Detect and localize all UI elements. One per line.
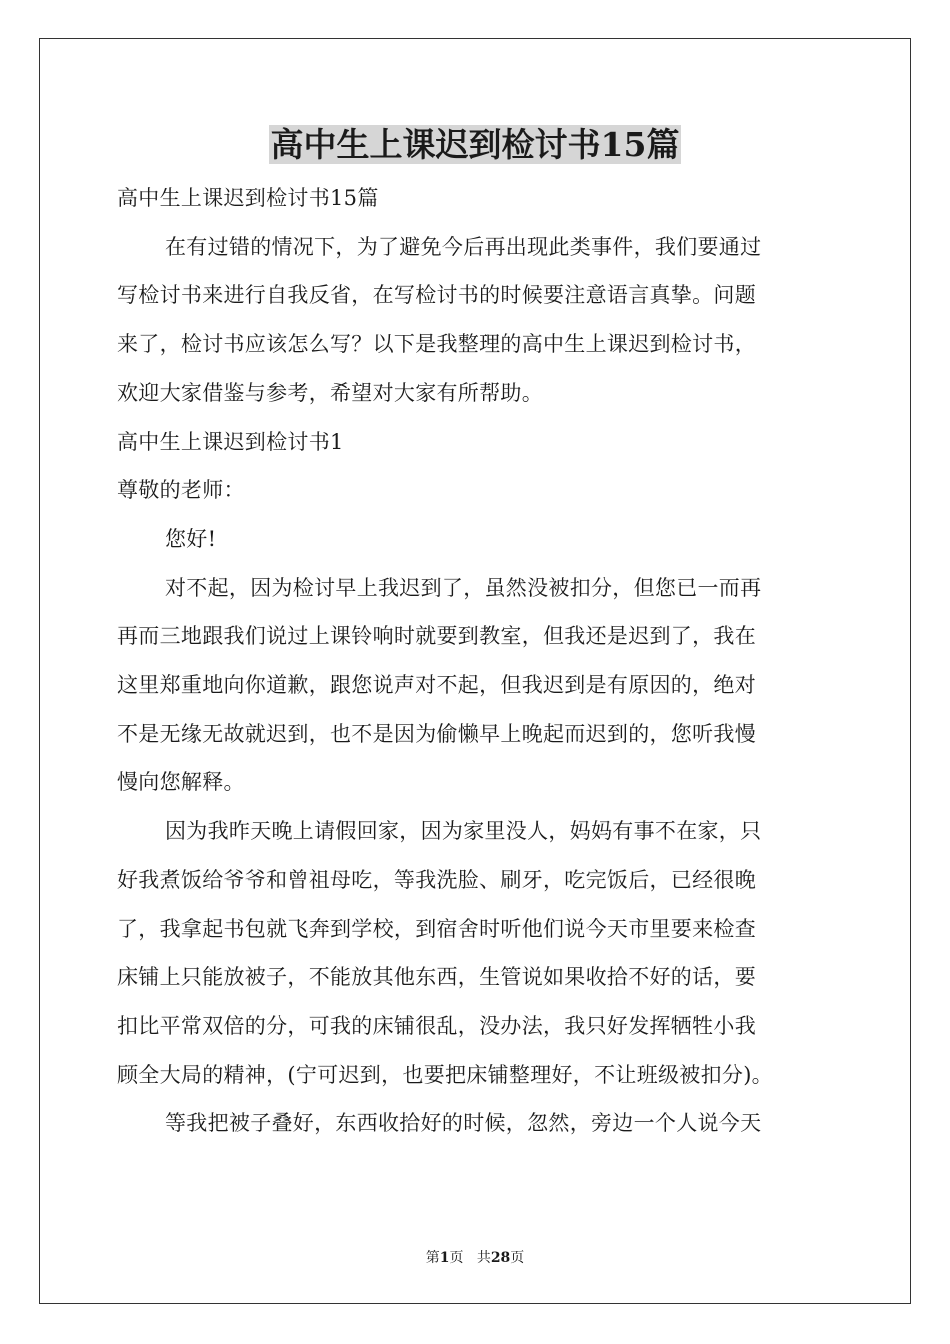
paragraph-line: 这里郑重地向你道歉，跟您说声对不起，但我迟到是有原因的，绝对 bbox=[117, 673, 756, 698]
page-suffix: 页 bbox=[449, 1250, 464, 1266]
document-body bbox=[117, 174, 837, 1148]
paragraph-line: 来了，检讨书应该怎么写？以下是我整理的高中生上课迟到检讨书， bbox=[117, 332, 756, 357]
paragraph-line: 在有过错的情况下，为了避免今后再出现此类事件，我们要通过 bbox=[165, 234, 762, 259]
page-footer bbox=[0, 1248, 950, 1268]
reason-paragraph bbox=[117, 807, 837, 1099]
document-title bbox=[0, 122, 950, 168]
page-number: 1 bbox=[439, 1250, 450, 1266]
continuation-paragraph bbox=[117, 1099, 837, 1148]
greeting-text: 您好! bbox=[165, 526, 217, 551]
greeting bbox=[117, 515, 837, 564]
total-suffix: 页 bbox=[510, 1250, 525, 1266]
paragraph-line: 因为我昨天晚上请假回家，因为家里没人，妈妈有事不在家，只 bbox=[165, 819, 762, 844]
paragraph-line: 扣比平常双倍的分，可我的床铺很乱，没办法，我只好发挥牺牲小我 bbox=[117, 1013, 756, 1038]
paragraph-line: 慢向您解释。 bbox=[117, 770, 245, 795]
page-prefix: 第 bbox=[425, 1250, 440, 1266]
paragraph-line: 对不起，因为检讨早上我迟到了，虽然没被扣分，但您已一而再 bbox=[165, 575, 762, 600]
paragraph-line: 再而三地跟我们说过上课铃响时就要到教室，但我还是迟到了，我在 bbox=[117, 624, 756, 649]
paragraph-line: 了，我拿起书包就飞奔到学校，到宿舍时听他们说今天市里要来检查 bbox=[117, 916, 756, 941]
salutation: 尊敬的老师： bbox=[117, 478, 245, 503]
paragraph-line: 不是无缘无故就迟到，也不是因为偷懒早上晚起而迟到的，您听我慢 bbox=[117, 721, 756, 746]
paragraph-line: 欢迎大家借鉴与参考，希望对大家有所帮助。 bbox=[117, 380, 543, 405]
paragraph-line: 顾全大局的精神，(宁可迟到，也要把床铺整理好，不让班级被扣分)。 bbox=[117, 1062, 773, 1087]
paragraph-line: 床铺上只能放被子，不能放其他东西，生管说如果收拾不好的话，要 bbox=[117, 965, 756, 990]
section-heading: 高中生上课迟到检讨书1 bbox=[117, 429, 344, 454]
document-subtitle: 高中生上课迟到检讨书15篇 bbox=[117, 186, 379, 210]
total-pages: 28 bbox=[490, 1250, 511, 1266]
paragraph-line: 好我煮饭给爷爷和曾祖母吃，等我洗脸、刷牙，吃完饭后，已经很晚 bbox=[117, 867, 756, 892]
total-prefix: 共 bbox=[476, 1250, 491, 1266]
intro-paragraph bbox=[117, 223, 837, 418]
document-title-text: 高中生上课迟到检讨书15篇 bbox=[270, 125, 680, 164]
paragraph-line: 等我把被子叠好，东西收拾好的时候，忽然，旁边一个人说今天 bbox=[165, 1111, 762, 1136]
apology-paragraph bbox=[117, 564, 837, 808]
paragraph-line: 写检讨书来进行自我反省，在写检讨书的时候要注意语言真挚。问题 bbox=[117, 283, 756, 308]
